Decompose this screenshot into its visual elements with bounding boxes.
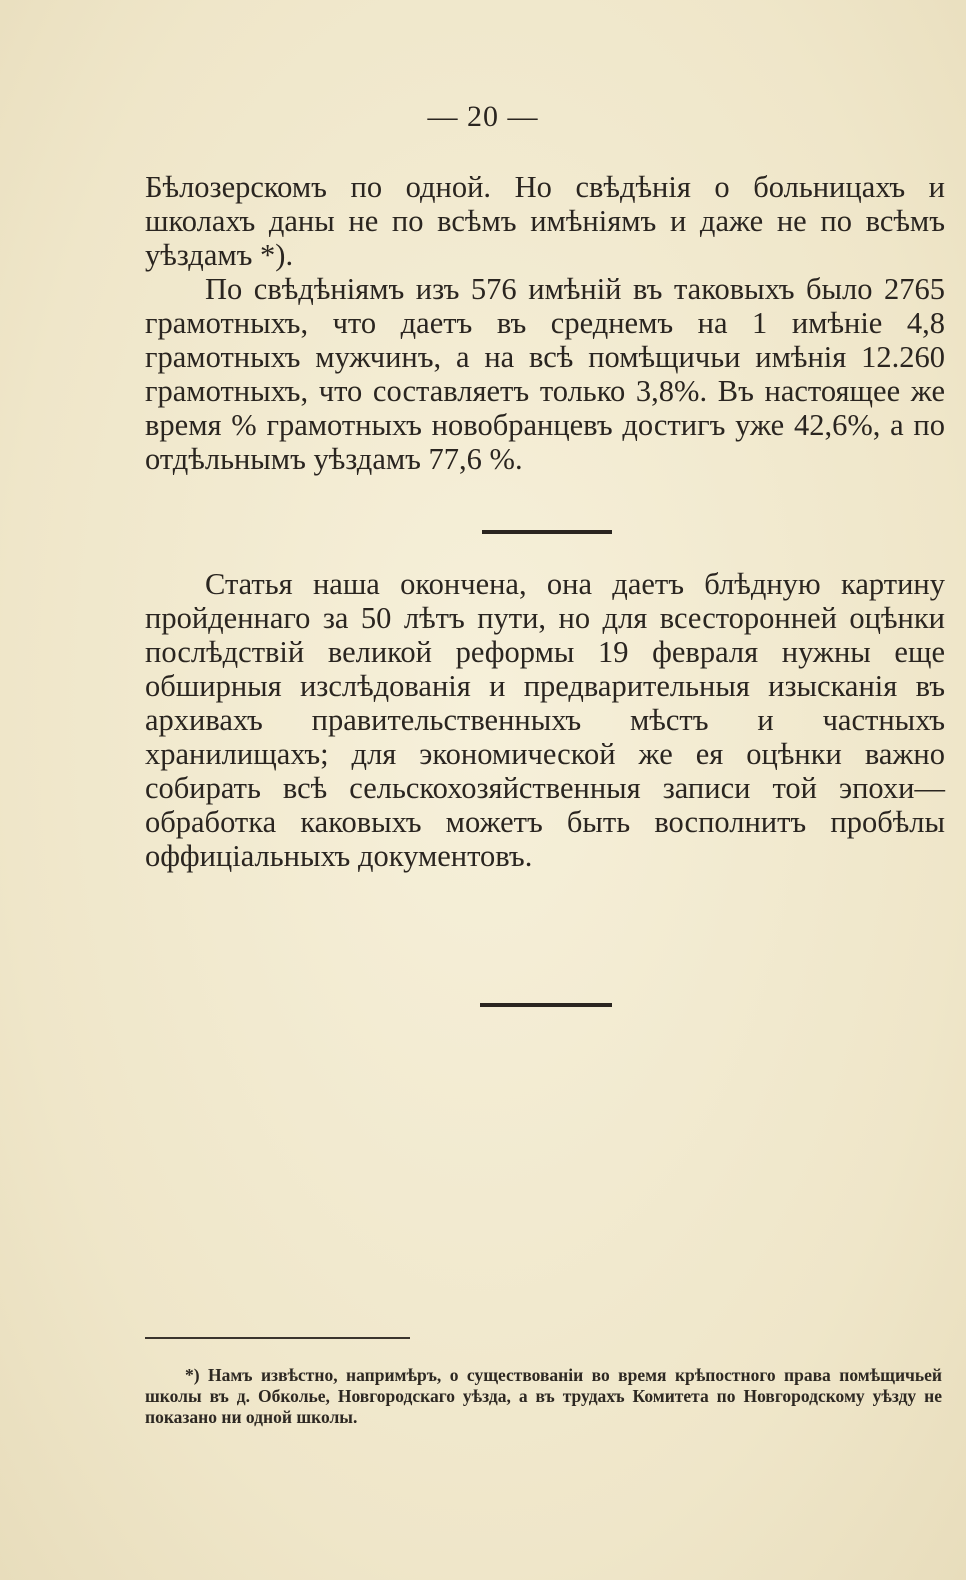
page-number: — 20 — — [427, 100, 539, 133]
footnote-text: *) Намъ извѣстно, напримѣръ, о существованіи во время крѣпостного права помѣщичьей школы въ д. Обколье, Новгородскаго уѣзда, а въ трудахъ Комитета по Новгородскому уѣзду не показано ни одной школы. — [145, 1365, 942, 1427]
paragraph-continuation: Бѣлозерскомъ по одной. Но свѣдѣнія о больницахъ и школахъ даны не по всѣмъ имѣніямъ и даже не по всѣмъ уѣздамъ *). — [145, 170, 945, 272]
footnote — [145, 1365, 942, 1428]
paragraph-conclusion: Статья наша окончена, она даетъ блѣдную картину пройденнаго за 50 лѣтъ пути, но для всесторонней оцѣнки послѣдствій великой реформы 19 февраля нужны еще обширныя изслѣдованія и предварительныя изысканія въ архивахъ правительственныхъ мѣстъ и частныхъ хранилищахъ; для экономической же ея оцѣнки важно собирать всѣ сельскохозяйственныя записи той эпохи—обработка каковыхъ можетъ быть восполнитъ пробѣлы оффиціальныхъ документовъ. — [145, 567, 945, 873]
paragraph-literacy-statistics: По свѣдѣніямъ изъ 576 имѣній въ таковыхъ было 2765 грамотныхъ, что даетъ въ среднемъ на 1 имѣніе 4,8 грамотныхъ мужчинъ, а на всѣ помѣщичьи имѣнія 12.260 грамотныхъ, что составляетъ только 3,8%. Въ настоящее же время % грамотныхъ новобранцевъ достигъ уже 42,6%, а по отдѣльнымъ уѣздамъ 77,6 %. — [145, 272, 945, 476]
section-divider — [482, 530, 612, 534]
end-divider — [480, 1003, 612, 1007]
body-text-section-2 — [145, 567, 945, 873]
footnote-separator — [145, 1337, 410, 1339]
body-text-section-1 — [145, 170, 945, 476]
